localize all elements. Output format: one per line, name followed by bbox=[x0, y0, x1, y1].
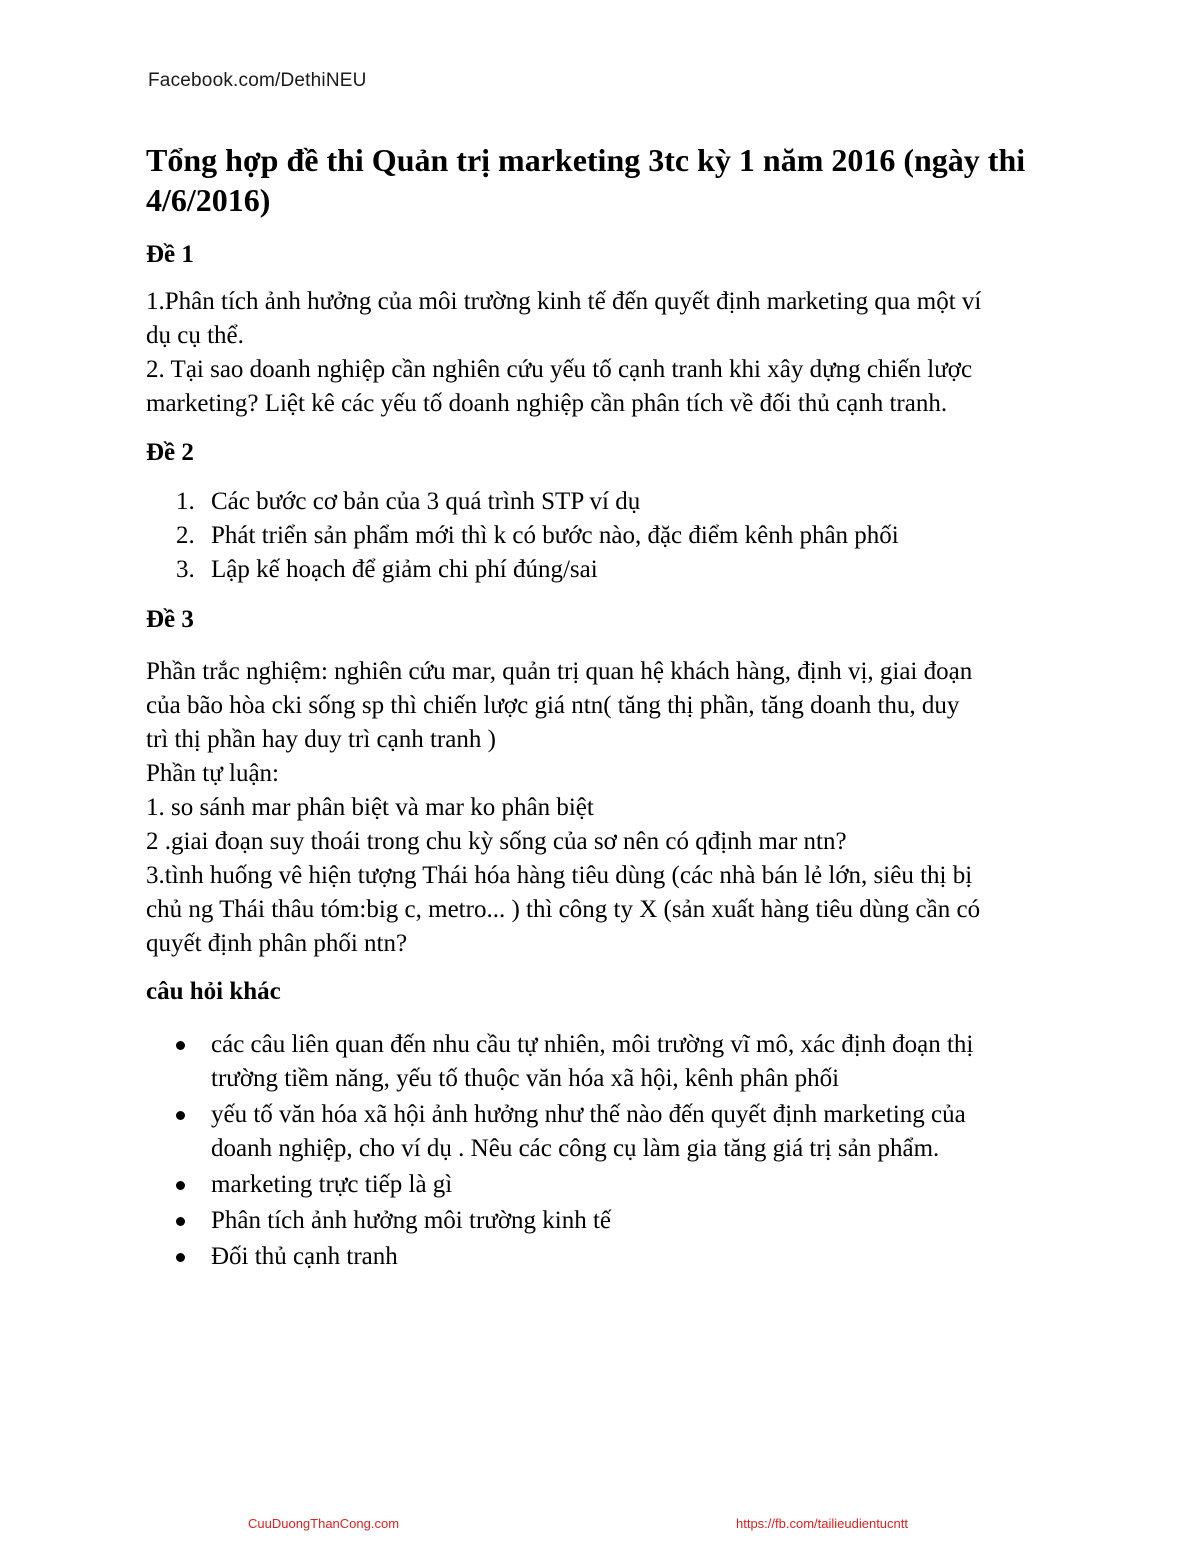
list-item bbox=[146, 1168, 973, 1202]
section-heading-de1: Đề 1 bbox=[146, 241, 194, 268]
title-line-2: 4/6/2016) bbox=[146, 182, 271, 218]
bullet-icon bbox=[176, 1111, 185, 1120]
list-item bbox=[146, 1240, 973, 1274]
list-item bbox=[146, 519, 899, 553]
list-item-line: Đối thủ cạnh tranh bbox=[211, 1243, 398, 1270]
header-link[interactable]: Facebook.com/DethiNEU bbox=[148, 70, 367, 91]
de3-line: 1. so sánh mar phân biệt và mar ko phân biệt bbox=[146, 794, 594, 821]
other-list bbox=[146, 1028, 973, 1276]
section-heading-de2: Đề 2 bbox=[146, 439, 194, 466]
de3-line: trì thị phần hay duy trì cạnh tranh ) bbox=[146, 726, 496, 753]
de3-content bbox=[146, 655, 1066, 961]
list-number: 2. bbox=[176, 522, 195, 549]
de2-list bbox=[146, 485, 899, 587]
de1-content bbox=[146, 285, 1066, 421]
list-item bbox=[146, 1204, 973, 1238]
de3-line: Phần trắc nghiệm: nghiên cứu mar, quản trị quan hệ khách hàng, định vị, giai đoạn bbox=[146, 658, 973, 685]
de1-line: marketing? Liệt kê các yếu tố doanh nghiệp cần phân tích về đối thủ cạnh tranh. bbox=[146, 390, 948, 417]
de3-line: chủ ng Thái thâu tóm:big c, metro... ) thì công ty X (sản xuất hàng tiêu dùng cần có bbox=[146, 896, 981, 923]
list-number: 1. bbox=[176, 488, 195, 515]
list-item-line: trường tiềm năng, yếu tố thuộc văn hóa xã hội, kênh phân phối bbox=[211, 1065, 840, 1092]
footer-right-link[interactable]: https://fb.com/tailieudientucntt bbox=[736, 1516, 908, 1531]
list-item bbox=[146, 485, 899, 519]
section-heading-de3: Đề 3 bbox=[146, 606, 194, 633]
de1-line: 2. Tại sao doanh nghiệp cần nghiên cứu yếu tố cạnh tranh khi xây dựng chiến lược bbox=[146, 356, 973, 383]
list-item-line: yếu tố văn hóa xã hội ảnh hưởng như thế nào đến quyết định marketing của bbox=[211, 1101, 966, 1128]
list-item bbox=[146, 1098, 973, 1166]
page-title bbox=[146, 140, 1046, 220]
de3-line: Phần tự luận: bbox=[146, 760, 279, 787]
bullet-icon bbox=[176, 1181, 185, 1190]
list-item-line: Phân tích ảnh hưởng môi trường kinh tế bbox=[211, 1207, 612, 1234]
list-item-text: Phát triển sản phẩm mới thì k có bước nào, đặc điểm kênh phân phối bbox=[211, 522, 899, 549]
title-line-1: Tổng hợp đề thi Quản trị marketing 3tc kỳ 1 năm 2016 (ngày thi bbox=[146, 142, 1026, 178]
bullet-icon bbox=[176, 1217, 185, 1226]
footer-left-text[interactable]: CuuDuongThanCong.com bbox=[248, 1516, 400, 1531]
de3-line: của bão hòa cki sống sp thì chiến lược giá ntn( tăng thị phần, tăng doanh thu, duy bbox=[146, 692, 960, 719]
section-heading-other: câu hỏi khác bbox=[146, 978, 281, 1005]
bullet-icon bbox=[176, 1041, 185, 1050]
list-item-line: các câu liên quan đến nhu cầu tự nhiên, môi trường vĩ mô, xác định đoạn thị bbox=[211, 1031, 974, 1058]
de3-line: 3.tình huống vê hiện tượng Thái hóa hàng tiêu dùng (các nhà bán lẻ lớn, siêu thị bị bbox=[146, 862, 973, 889]
de1-line: dụ cụ thể. bbox=[146, 322, 244, 349]
de1-line: 1.Phân tích ảnh hưởng của môi trường kinh tế đến quyết định marketing qua một ví bbox=[146, 288, 982, 315]
list-item-line: marketing trực tiếp là gì bbox=[211, 1171, 453, 1198]
list-item bbox=[146, 553, 899, 587]
de3-line: quyết định phân phối ntn? bbox=[146, 930, 408, 957]
list-item-line: doanh nghiệp, cho ví dụ . Nêu các công cụ làm gia tăng giá trị sản phẩm. bbox=[211, 1135, 940, 1162]
de3-line: 2 .giai đoạn suy thoái trong chu kỳ sống của sơ nên có qđịnh mar ntn? bbox=[146, 828, 847, 855]
list-item bbox=[146, 1028, 973, 1096]
list-number: 3. bbox=[176, 556, 195, 583]
bullet-icon bbox=[176, 1253, 185, 1262]
list-item-text: Các bước cơ bản của 3 quá trình STP ví dụ bbox=[211, 488, 641, 515]
list-item-text: Lập kế hoạch để giảm chi phí đúng/sai bbox=[211, 556, 598, 583]
